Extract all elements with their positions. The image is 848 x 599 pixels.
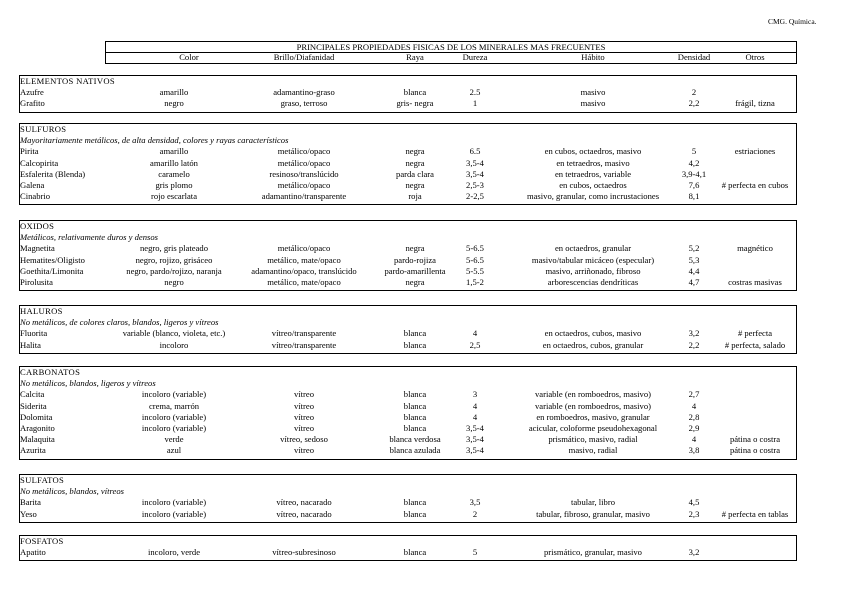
table-row	[19, 169, 797, 180]
cell-habito: en tetraedros, variable	[554, 168, 632, 179]
table-row	[19, 547, 797, 558]
cell-densidad: 2	[691, 87, 697, 98]
cell-habito: en tetraedros, masivo	[556, 157, 630, 168]
cell-raya: blanca	[403, 423, 427, 433]
cell-densidad: 4,5	[688, 497, 700, 508]
cell-brillo: vítreo	[293, 423, 315, 433]
section-subtitle: No metálicos, blandos, ligeros y vítreos	[20, 378, 156, 389]
cell-otros: estriaciones	[734, 146, 776, 157]
cell-densidad: 8,1	[688, 191, 700, 202]
col-habito: Hábito	[581, 52, 605, 62]
cell-raya: blanca	[403, 389, 427, 400]
credit-text: CMG. Química.	[768, 17, 817, 26]
cell-raya: gris- negra	[396, 98, 434, 109]
cell-color: incoloro, verde	[147, 547, 201, 558]
cell-dureza: 2	[472, 508, 478, 519]
cell-name: Fluorita	[20, 328, 48, 339]
cell-dureza: 3,5-4	[466, 434, 484, 445]
table-row	[19, 340, 797, 351]
cell-name: Yeso	[20, 508, 37, 519]
cell-dureza: 5	[472, 547, 478, 558]
cell-habito: arborescencias dendríticas	[547, 277, 639, 287]
cell-brillo: adamantino/transparente	[261, 191, 347, 202]
col-brillo: Brillo/Diafanidad	[273, 52, 335, 62]
cell-brillo: vítreo/transparente	[271, 328, 337, 339]
cell-habito: en octaedros, cubos, granular	[542, 339, 644, 350]
cell-color: negro, pardo/rojizo, naranja	[126, 265, 222, 276]
cell-raya: blanca	[403, 497, 427, 508]
table-row	[19, 87, 797, 98]
table-row	[19, 328, 797, 339]
cell-dureza: 5-6.5	[466, 243, 484, 254]
table-row	[19, 401, 797, 412]
cell-habito: prismático, masivo, radial	[548, 434, 638, 445]
cell-name: Magnetita	[20, 243, 55, 254]
col-densidad: Densidad	[677, 52, 711, 62]
cell-habito: en octaedros, granular	[554, 243, 632, 254]
cell-habito: en romboedros, masivo, granular	[536, 411, 650, 422]
cell-densidad: 7,6	[688, 180, 700, 190]
cell-otros: # perfecta en cubos	[721, 180, 789, 190]
cell-otros: costras masivas	[728, 277, 782, 287]
cell-otros: # perfecta	[737, 328, 773, 339]
cell-name: Dolomita	[20, 411, 53, 422]
cell-dureza: 6.5	[469, 146, 481, 157]
cell-densidad: 2,9	[688, 423, 700, 433]
section-subtitle: Metálicos, relativamente duros y densos	[20, 232, 159, 243]
cell-color: rojo escarlata	[150, 191, 198, 202]
cell-densidad: 3,2	[688, 547, 700, 558]
table-row	[19, 98, 797, 109]
cell-color: amarillo	[159, 146, 189, 157]
cell-densidad: 2,7	[688, 389, 700, 400]
cell-dureza: 2,5-3	[466, 180, 484, 190]
cell-densidad: 3,2	[688, 328, 700, 339]
section-title: SULFATOS	[20, 475, 65, 485]
table-row	[19, 423, 797, 434]
cell-dureza: 4	[472, 400, 478, 411]
cell-densidad: 5,3	[688, 254, 700, 265]
cell-densidad: 2,2	[688, 98, 700, 109]
cell-densidad: 4,4	[688, 265, 700, 276]
section-title: OXIDOS	[20, 221, 55, 231]
cell-dureza: 2-2,5	[466, 191, 484, 202]
cell-densidad: 5,2	[688, 243, 700, 254]
cell-dureza: 3,5-4	[466, 157, 484, 168]
table-row	[19, 146, 797, 157]
col-color: Color	[179, 52, 199, 62]
cell-dureza: 3,5-4	[466, 423, 484, 433]
section-title: ELEMENTOS NATIVOS	[20, 76, 115, 86]
cell-name: Aragonito	[20, 423, 55, 433]
table-row	[19, 389, 797, 400]
cell-name: Halita	[20, 339, 41, 350]
col-raya: Raya	[406, 52, 424, 62]
table-row	[19, 445, 797, 456]
cell-name: Azufre	[20, 87, 44, 98]
cell-habito: tabular, fibroso, granular, masivo	[536, 508, 650, 519]
cell-color: negro, rojizo, grisáceo	[135, 254, 213, 265]
cell-name: Azurita	[20, 445, 46, 456]
cell-name: Siderita	[20, 400, 47, 411]
col-dureza: Dureza	[462, 52, 488, 62]
cell-color: amarillo	[159, 87, 189, 98]
section-title: SULFUROS	[20, 124, 67, 134]
cell-raya: blanca	[403, 400, 427, 411]
cell-name: Calcopirita	[20, 157, 59, 168]
cell-raya: negra	[405, 243, 425, 254]
cell-brillo: vítreo-subresinoso	[272, 547, 336, 558]
cell-raya: blanca	[403, 87, 427, 98]
cell-otros: frágil, tizna	[735, 98, 775, 109]
cell-color: negro, gris plateado	[139, 243, 208, 254]
table-row	[19, 158, 797, 169]
cell-brillo: metálico/opaco	[277, 180, 331, 190]
cell-color: incoloro	[159, 339, 189, 350]
cell-habito: en octaedros, cubos, masivo	[544, 328, 642, 339]
cell-habito: en cubos, octaedros	[559, 180, 627, 190]
cell-name: Barita	[20, 497, 41, 508]
cell-brillo: adamantino/opaco, translúcido	[251, 265, 357, 276]
section-subtitle: No metálicos, de colores claros, blandos, ligeros y vítreos	[20, 317, 219, 328]
cell-dureza: 5-6.5	[466, 254, 484, 265]
cell-brillo: resinoso/translúcido	[269, 168, 339, 179]
cell-habito: en cubos, octaedros, masivo	[544, 146, 642, 157]
cell-dureza: 1,5-2	[466, 277, 484, 287]
table-row	[19, 180, 797, 191]
cell-habito: masivo, arriñonado, fibroso	[545, 265, 641, 276]
table-row	[19, 255, 797, 266]
cell-densidad: 4,7	[688, 277, 700, 287]
cell-habito: acicular, coloforme pseudohexagonal	[528, 423, 658, 433]
cell-dureza: 2,5	[469, 339, 481, 350]
cell-brillo: vítreo, sedoso	[280, 434, 328, 445]
cell-name: Hematites/Oligisto	[20, 254, 85, 265]
section-title: HALUROS	[20, 306, 63, 316]
cell-color: amarillo latón	[150, 157, 198, 168]
cell-color: variable (blanco, violeta, etc.)	[122, 328, 226, 339]
cell-densidad: 2,8	[688, 411, 700, 422]
cell-densidad: 2,2	[688, 339, 700, 350]
cell-color: negro	[164, 98, 184, 109]
cell-color: azul	[166, 445, 182, 456]
cell-raya: negra	[405, 146, 425, 157]
cell-raya: blanca azulada	[389, 445, 441, 456]
cell-otros: magnético	[737, 243, 773, 254]
cell-raya: blanca verdosa	[389, 434, 441, 445]
cell-raya: negra	[405, 180, 425, 190]
cell-habito: masivo, granular, como incrustaciones	[526, 191, 660, 202]
cell-densidad: 2,3	[688, 508, 700, 519]
cell-raya: pardo-rojiza	[394, 254, 436, 265]
cell-habito: masivo	[580, 98, 606, 109]
cell-color: gris plomo	[155, 180, 193, 190]
cell-raya: blanca	[403, 508, 427, 519]
cell-dureza: 3,5-4	[466, 168, 484, 179]
table-row	[19, 412, 797, 423]
cell-otros: pátina o costra	[729, 434, 781, 445]
cell-raya: blanca	[403, 411, 427, 422]
cell-raya: negra	[405, 277, 425, 287]
cell-dureza: 5-5.5	[466, 265, 484, 276]
cell-color: incoloro (variable)	[141, 497, 207, 508]
cell-raya: blanca	[403, 339, 427, 350]
cell-brillo: vítreo, nacarado	[276, 497, 332, 508]
cell-otros: # perfecta, salado	[724, 339, 786, 350]
cell-brillo: vítreo/transparente	[271, 339, 337, 350]
cell-color: incoloro (variable)	[141, 411, 207, 422]
cell-dureza: 4	[472, 411, 478, 422]
cell-raya: blanca	[403, 328, 427, 339]
cell-habito: masivo/tabular micáceo (especular)	[531, 254, 655, 265]
col-otros: Otros	[745, 52, 765, 62]
section-title: FOSFATOS	[20, 536, 64, 546]
cell-densidad: 3,9-4,1	[681, 168, 707, 179]
cell-habito: prismático, granular, masivo	[544, 547, 642, 558]
cell-dureza: 3,5	[469, 497, 481, 508]
cell-color: incoloro (variable)	[141, 423, 207, 433]
cell-habito: variable (en romboedros, masivo)	[535, 400, 651, 411]
cell-brillo: vítreo	[293, 445, 315, 456]
cell-color: negro	[164, 277, 184, 287]
cell-densidad: 4	[691, 434, 697, 445]
cell-brillo: metálico/opaco	[277, 146, 331, 157]
cell-habito: tabular, libro	[570, 497, 616, 508]
section-title: CARBONATOS	[20, 367, 81, 377]
cell-habito: masivo	[580, 87, 606, 98]
section-subtitle: No metálicos, blandos, vítreos	[20, 486, 124, 497]
cell-name: Calcita	[20, 389, 45, 400]
cell-brillo: adamantino-graso	[273, 87, 335, 98]
cell-color: verde	[164, 434, 184, 445]
cell-name: Goethita/Limonita	[20, 265, 84, 276]
cell-name: Pirolusita	[20, 277, 53, 287]
cell-brillo: vítreo	[293, 389, 315, 400]
cell-name: Esfalerita (Blenda)	[20, 168, 86, 179]
cell-color: caramelo	[158, 168, 190, 179]
cell-densidad: 3,8	[688, 445, 700, 456]
cell-dureza: 2.5	[469, 87, 481, 98]
table-row	[19, 497, 797, 508]
cell-name: Galena	[20, 180, 45, 190]
table-row	[19, 243, 797, 254]
cell-brillo: metálico, mate/opaco	[267, 254, 341, 265]
table-row	[19, 509, 797, 520]
cell-densidad: 5	[691, 146, 697, 157]
cell-raya: roja	[408, 191, 422, 202]
table-row	[19, 434, 797, 445]
section-subtitle: Mayoritariamente metálicos, de alta densidad, colores y rayas característicos	[20, 135, 289, 146]
cell-dureza: 4	[472, 328, 478, 339]
cell-name: Pirita	[20, 146, 39, 157]
cell-habito: masivo, radial	[568, 445, 618, 456]
cell-color: incoloro (variable)	[141, 389, 207, 400]
cell-color: incoloro (variable)	[141, 508, 207, 519]
cell-densidad: 4,2	[688, 157, 700, 168]
cell-otros: # perfecta en tablas	[721, 508, 789, 519]
cell-brillo: vítreo	[293, 400, 315, 411]
cell-raya: blanca	[403, 547, 427, 558]
cell-brillo: vítreo, nacarado	[276, 508, 332, 519]
cell-dureza: 3,5-4	[466, 445, 484, 456]
cell-brillo: metálico, mate/opaco	[267, 277, 341, 287]
cell-brillo: vítreo	[293, 411, 315, 422]
cell-brillo: graso, terroso	[280, 98, 328, 109]
cell-color: crema, marrón	[148, 400, 200, 411]
table-title: PRINCIPALES PROPIEDADES FISICAS DE LOS MINERALES MAS FRECUENTES	[296, 42, 606, 52]
cell-name: Grafito	[20, 98, 45, 109]
table-row	[19, 266, 797, 277]
cell-otros: pátina o costra	[729, 445, 781, 456]
cell-raya: pardo-amarillenta	[384, 265, 446, 276]
cell-dureza: 3	[472, 389, 478, 400]
cell-name: Cinabrio	[20, 191, 51, 202]
cell-brillo: metálico/opaco	[277, 243, 331, 254]
cell-densidad: 4	[691, 400, 697, 411]
cell-dureza: 1	[472, 98, 478, 109]
cell-name: Malaquita	[20, 434, 55, 445]
table-row	[19, 277, 797, 288]
cell-name: Apatito	[20, 547, 46, 558]
cell-habito: variable (en romboedros, masivo)	[535, 389, 651, 400]
cell-brillo: metálico/opaco	[277, 157, 331, 168]
cell-raya: parda clara	[396, 168, 434, 179]
cell-raya: negra	[405, 157, 425, 168]
table-row	[19, 191, 797, 202]
